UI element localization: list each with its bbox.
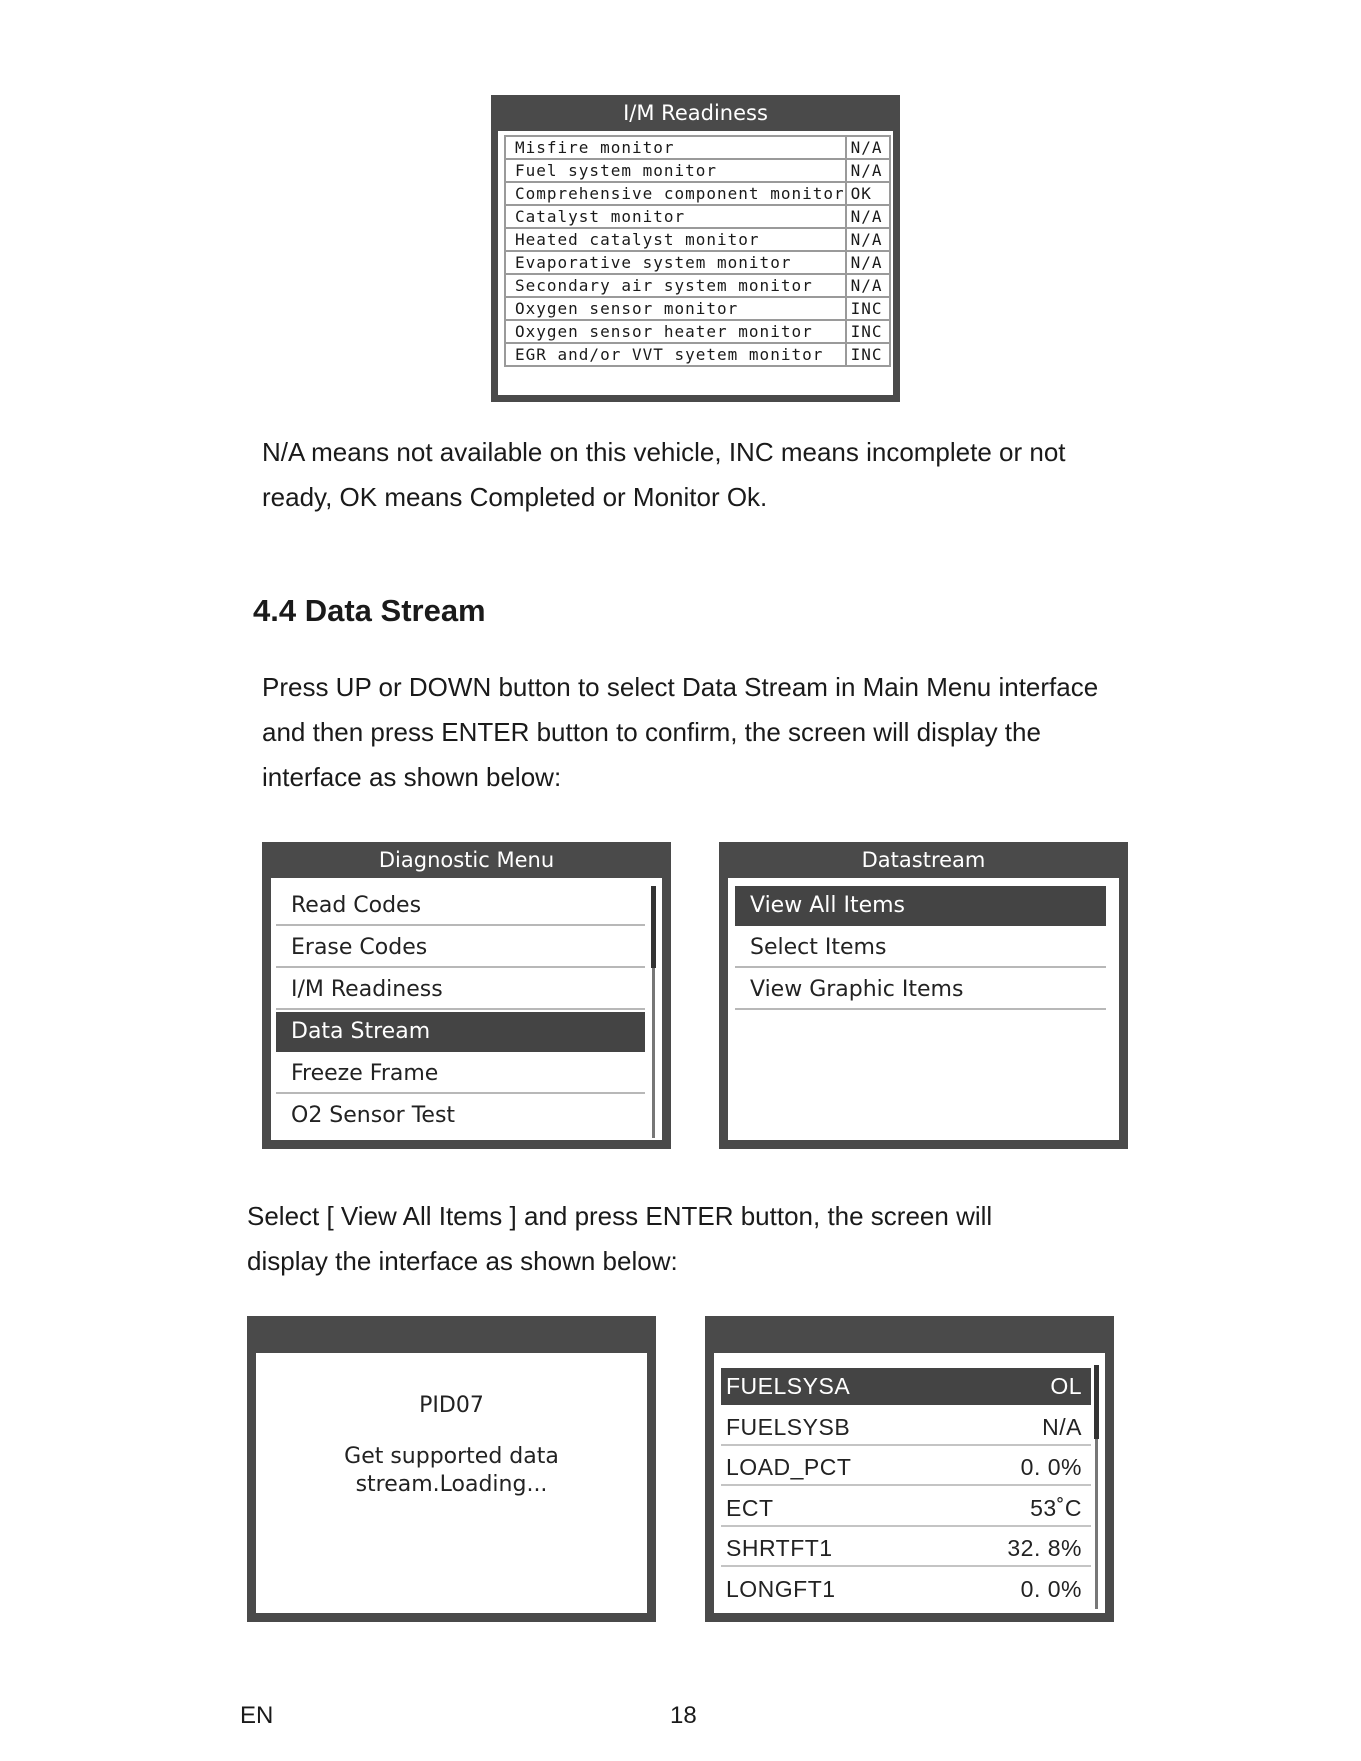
data-stream-row[interactable] [721,1571,1091,1608]
pid-value: N/A [1042,1414,1082,1440]
im-readiness-title: I/M Readiness [623,101,768,125]
im-readiness-row [505,251,890,274]
im-readiness-table [504,135,891,367]
im-readiness-row [505,274,890,297]
monitor-name: Evaporative system monitor [505,251,846,274]
pid-name: ECT [726,1495,774,1521]
page-number: 18 [670,1702,697,1729]
select-paragraph: Select [ View All Items ] and press ENTER button, the screen will display the interface as shown below: [247,1201,993,1276]
data-stream-screen [705,1316,1114,1622]
scrollbar-thumb[interactable] [651,886,656,968]
datastream-menu-item[interactable]: View All Items [735,886,1106,926]
loading-message-line2: stream.Loading... [355,1472,548,1497]
monitor-name: Misfire monitor [505,136,846,159]
im-readiness-row [505,297,890,320]
datastream-menu-screen [719,842,1128,1149]
pid-value: 0. 0% [1020,1454,1082,1480]
data-stream-list [721,1368,1091,1608]
monitor-status: N/A [846,228,890,251]
data-stream-row[interactable] [721,1449,1091,1486]
monitor-name: Catalyst monitor [505,205,846,228]
legend-paragraph: N/A means not available on this vehicle, INC means incomplete or not ready, OK means Completed or Monitor Ok. [262,437,1066,512]
data-stream-row[interactable] [721,1490,1091,1527]
monitor-name: Heated catalyst monitor [505,228,846,251]
monitor-name: Oxygen sensor heater monitor [505,320,846,343]
monitor-status: N/A [846,251,890,274]
diagnostic-menu-title: Diagnostic Menu [378,848,555,872]
data-stream-row[interactable] [721,1409,1091,1446]
monitor-status: N/A [846,159,890,182]
instruction-paragraph: Press UP or DOWN button to select Data Stream in Main Menu interface and then press ENTER button to confirm, the screen will display the interface as shown below: [262,672,1099,792]
im-readiness-row [505,159,890,182]
im-readiness-row [505,343,890,366]
diagnostic-menu-item[interactable]: Freeze Frame [276,1054,645,1094]
monitor-status: INC [846,297,890,320]
monitor-name: Fuel system monitor [505,159,846,182]
im-readiness-row [505,136,890,159]
monitor-name: Secondary air system monitor [505,274,846,297]
data-stream-row[interactable] [721,1368,1091,1405]
loading-screen [247,1316,656,1622]
monitor-status: INC [846,343,890,366]
monitor-name: Comprehensive component monitor [505,182,846,205]
monitor-name: EGR and/or VVT syetem monitor [505,343,846,366]
pid-name: SHRTFT1 [726,1535,833,1561]
diagnostic-menu-item[interactable]: I/M Readiness [276,970,645,1010]
section-heading: 4.4 Data Stream [253,593,486,628]
pid-value: 32. 8% [1007,1535,1082,1561]
im-readiness-row [505,182,890,205]
footer-language: EN [240,1702,274,1729]
diagnostic-menu-screen [262,842,671,1149]
pid-name: FUELSYSA [726,1373,851,1399]
diagnostic-menu-item[interactable]: Read Codes [276,886,645,926]
diagnostic-menu-item[interactable]: Data Stream [276,1012,645,1052]
pid-name: LOAD_PCT [726,1454,852,1480]
pid-name: FUELSYSB [726,1414,851,1440]
im-readiness-screen [491,95,900,402]
pid-label: PID07 [419,1393,484,1418]
diagnostic-menu-item[interactable]: O2 Sensor Test [291,1103,456,1128]
monitor-status: N/A [846,274,890,297]
monitor-status: N/A [846,136,890,159]
monitor-status: N/A [846,205,890,228]
diagnostic-menu-list [276,886,645,1138]
pid-value: 0. 0% [1020,1576,1082,1602]
pid-value: OL [1050,1373,1082,1399]
pid-value: 53˚C [1030,1495,1082,1521]
monitor-name: Oxygen sensor monitor [505,297,846,320]
datastream-menu-title: Datastream [861,848,986,872]
diagnostic-menu-item[interactable]: Erase Codes [276,928,645,968]
im-readiness-row [505,205,890,228]
datastream-menu-item[interactable]: Select Items [735,928,1106,968]
monitor-status: INC [846,320,890,343]
datastream-menu-item[interactable]: View Graphic Items [735,970,1106,1010]
datastream-menu-list [735,886,1106,1138]
loading-message-line1: Get supported data [344,1444,559,1469]
monitor-status: OK [846,182,890,205]
pid-name: LONGFT1 [726,1576,836,1602]
im-readiness-row [505,228,890,251]
scrollbar-thumb[interactable] [1094,1365,1099,1439]
im-readiness-row [505,320,890,343]
data-stream-row[interactable] [721,1530,1091,1567]
